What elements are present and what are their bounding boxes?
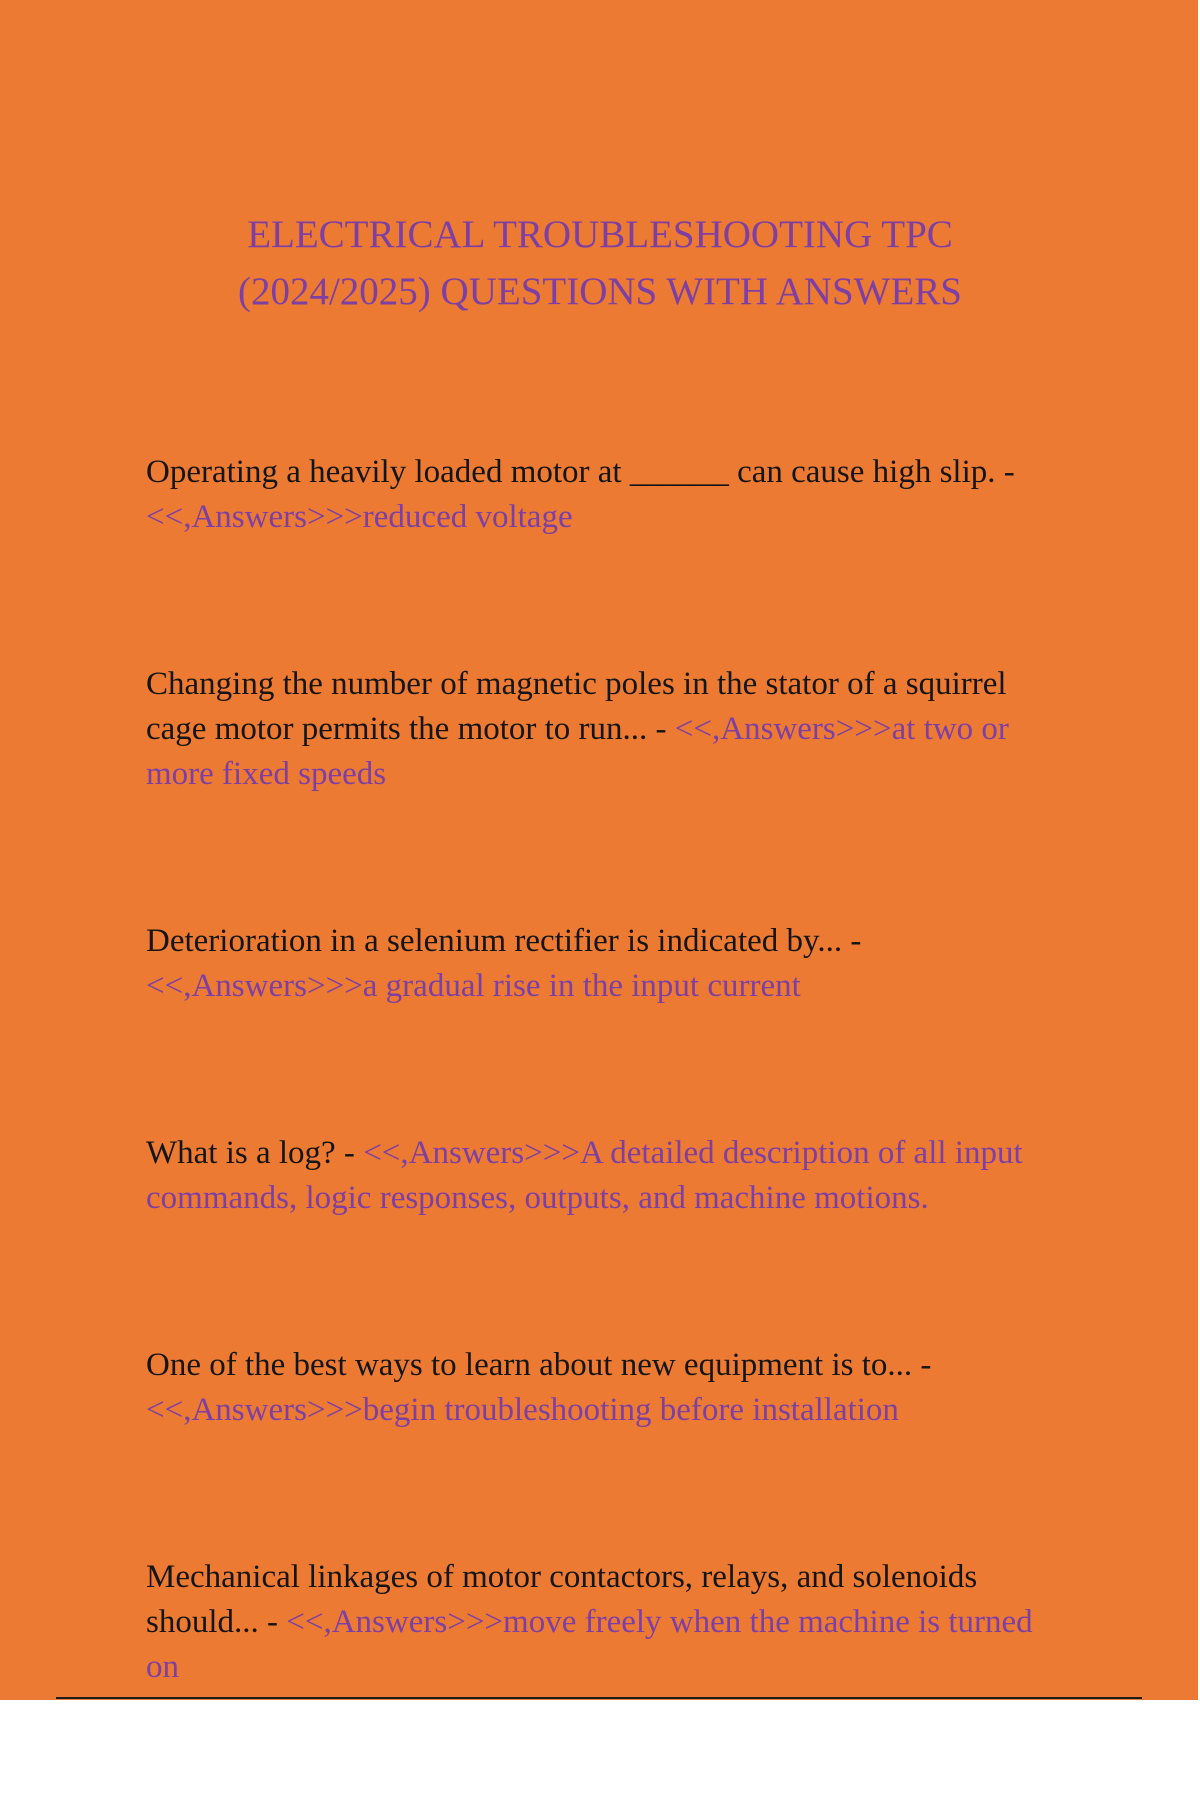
qa-item	[146, 1131, 1046, 1221]
answer-text: <<,Answers>>>reduced voltage	[146, 499, 573, 535]
answer-text: <<,Answers>>>at two or more fixed speeds	[146, 711, 1009, 792]
title-line-2: (2024/2025) QUESTIONS WITH ANSWERS	[237, 270, 962, 313]
answer-text: <<,Answers>>>a gradual rise in the input current	[146, 968, 801, 1004]
qa-item	[146, 1343, 1046, 1433]
page-bottom-divider	[56, 1697, 1142, 1699]
answer-text: <<,Answers>>>move freely when the machine is turned on	[146, 1604, 1033, 1685]
answer-text: <<,Answers>>>A detailed description of all input commands, logic responses, outputs, and machine motions.	[146, 1135, 1023, 1216]
qa-item	[146, 450, 1046, 540]
question-text: Changing the number of magnetic poles in the stator of a squirrel cage motor permits the motor to run... -	[146, 666, 1007, 747]
qa-item	[146, 662, 1046, 797]
answer-text: <<,Answers>>>begin troubleshooting before installation	[146, 1392, 899, 1428]
document-title	[0, 206, 1200, 320]
question-text: Mechanical linkages of motor contactors, relays, and solenoids should... -	[146, 1559, 978, 1640]
qa-item	[146, 919, 1046, 1009]
question-text: One of the best ways to learn about new equipment is to... -	[146, 1347, 932, 1383]
question-text: Deterioration in a selenium rectifier is indicated by... -	[146, 923, 862, 959]
qa-list	[146, 450, 1046, 1812]
question-text: Operating a heavily loaded motor at ______ can cause high slip. -	[146, 454, 1015, 490]
question-text: What is a log? -	[146, 1135, 364, 1171]
qa-item	[146, 1555, 1046, 1690]
title-line-1: ELECTRICAL TROUBLESHOOTING TPC	[247, 213, 953, 256]
